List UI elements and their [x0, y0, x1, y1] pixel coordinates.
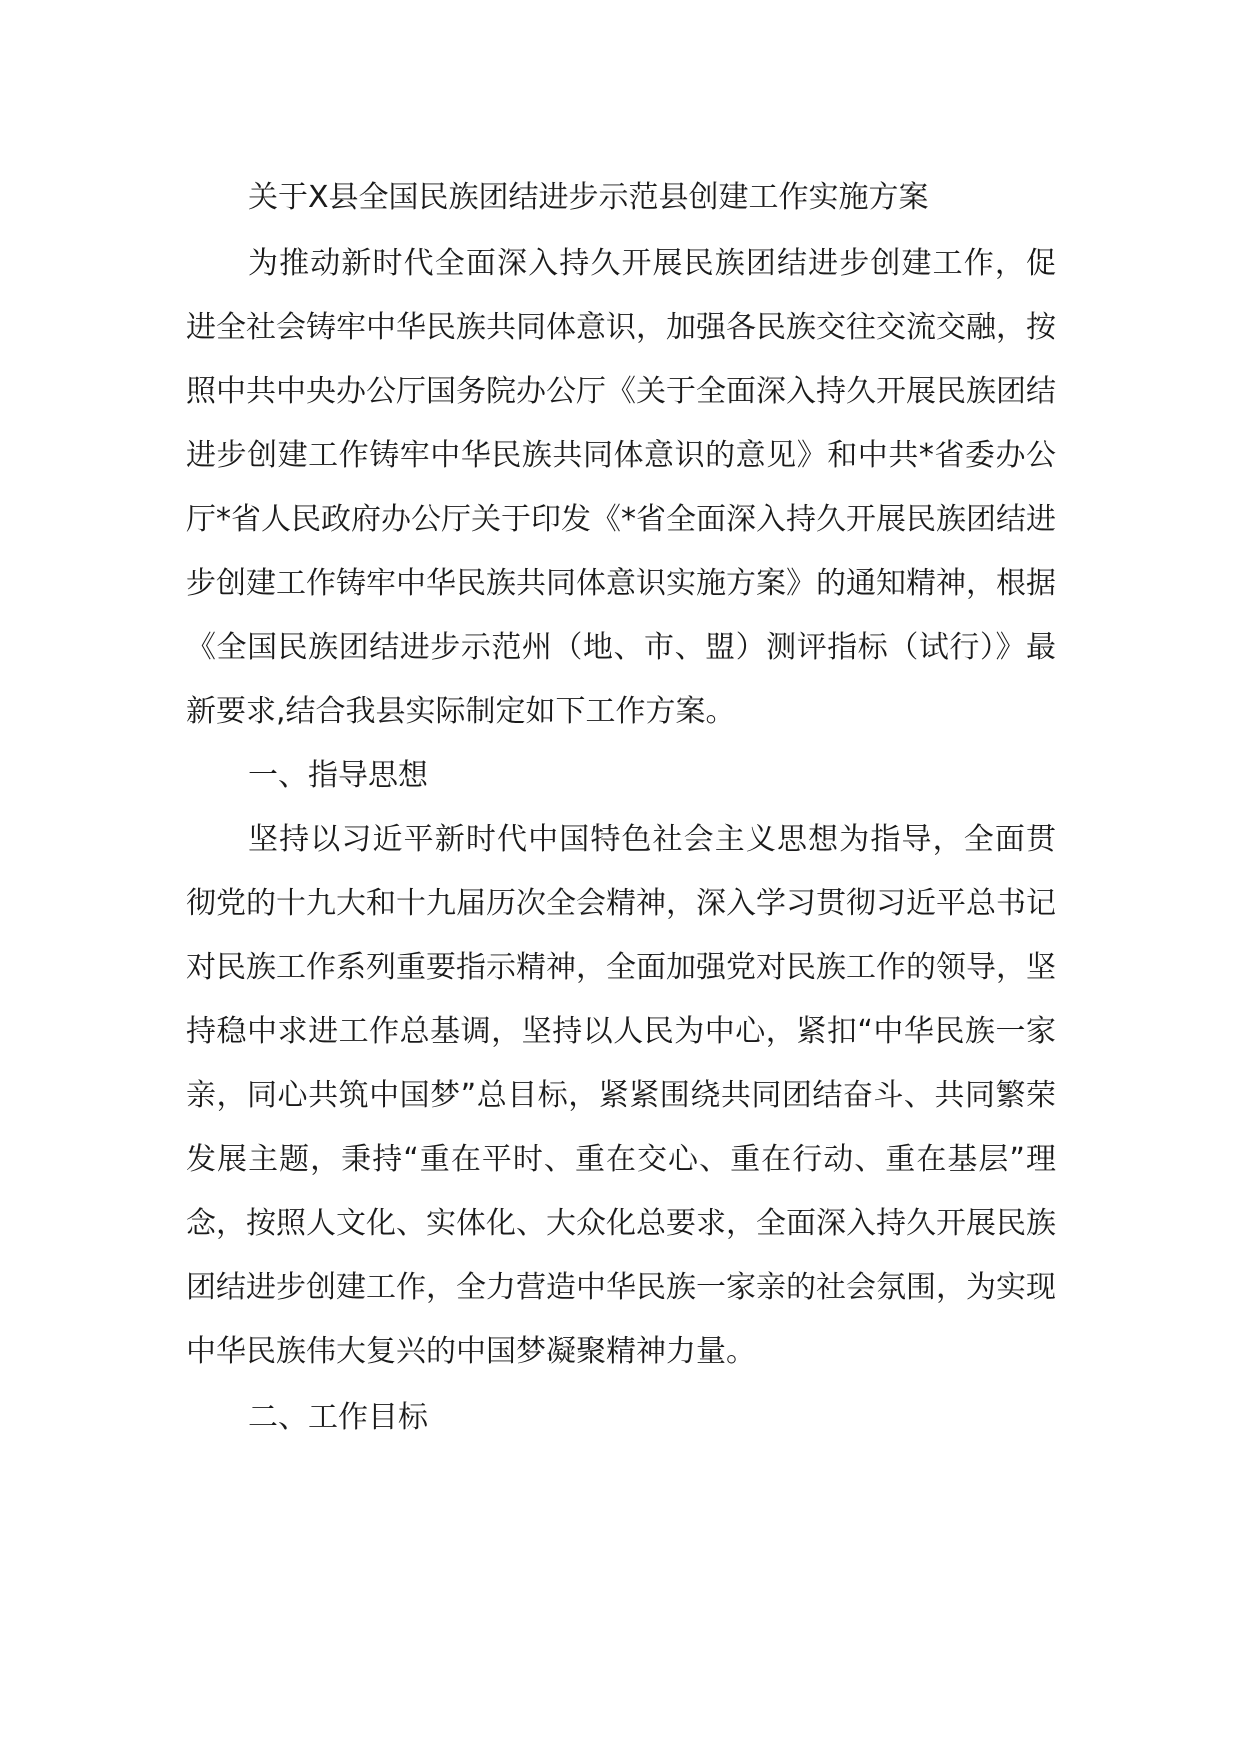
intro-paragraph: 为推动新时代全面深入持久开展民族团结进步创建工作，促进全社会铸牢中华民族共同体意识，加强各民族交往交流交融，按照中共中央办公厅国务院办公厅《关于全面深入持久开展民族团结进步创建工作铸牢中华民族共同体意识的意见》和中共*省委办公厅*省人民政府办公厅关于印发《*省全面深入持久开展民族团结进步创建工作铸牢中华民族共同体意识实施方案》的通知精神，根据《全国民族团结进步示范州（地、市、盟）测评指标（试行）》最新要求,结合我县实际制定如下工作方案。	[186, 246, 1056, 729]
guiding-ideology-paragraph: 坚持以习近平新时代中国特色社会主义思想为指导，全面贯彻党的十九大和十九届历次全会精神，深入学习贯彻习近平总书记对民族工作系列重要指示精神，全面加强党对民族工作的领导，坚持稳中求进工作总基调，坚持以人民为中心，紧扣“中华民族一家亲，同心共筑中国梦”总目标，紧紧围绕共同团结奋斗、共同繁荣发展主题，秉持“重在平时、重在交心、重在行动、重在基层”理念，按照人文化、实体化、大众化总要求，全面深入持久开展民族团结进步创建工作，全力营造中华民族一家亲的社会氛围，为实现中华民族伟大复兴的中国梦凝聚精神力量。	[186, 822, 1056, 1369]
document-body	[186, 168, 1056, 1450]
section-heading-work-goals: 二、工作目标	[248, 1400, 428, 1435]
section-heading-guiding-ideology: 一、指导思想	[248, 758, 428, 793]
document-title: 关于X县全国民族团结进步示范县创建工作实施方案	[248, 180, 929, 215]
